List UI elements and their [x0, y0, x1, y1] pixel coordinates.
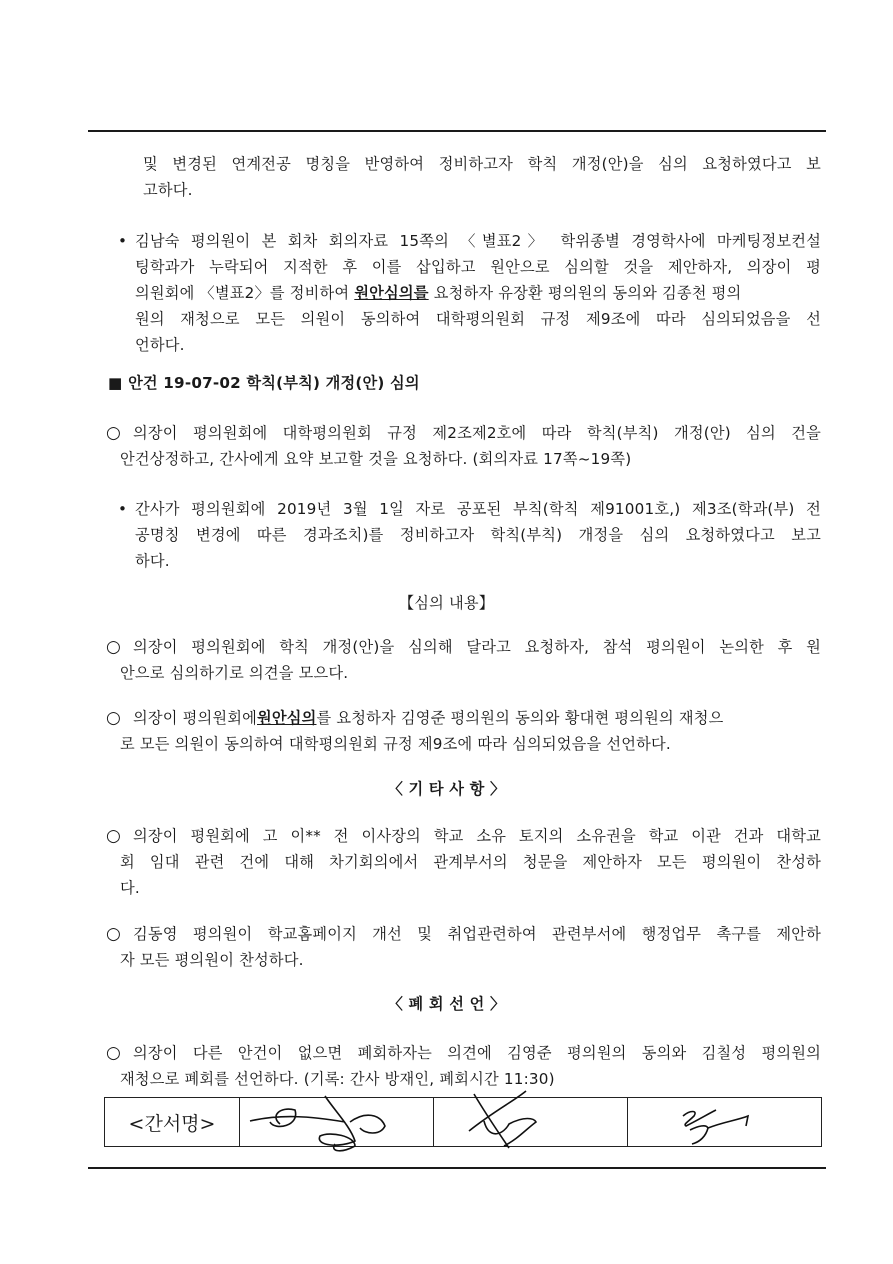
- bullet2-line-2: 공명칭 변경에 따른 경과조치)를 정비하고자 학칙(부칙) 개정을 심의 요청하였다고 보고: [135, 526, 821, 544]
- bullet-marker: •: [118, 232, 128, 250]
- underlined-original-review: 원안심의: [257, 709, 317, 727]
- underlined-original-review: 원안심의를: [354, 284, 429, 302]
- item6-line-1: 의장이 다른 안건이 없으면 폐회하자는 의견에 김영준 평의원의 동의와 김칠성 평의원의: [133, 1044, 821, 1062]
- bullet1-line-5: 언하다.: [135, 336, 185, 354]
- signature-cell-1: [240, 1098, 434, 1147]
- item4-line-1: 의장이 평원회에 고 이** 전 이사장의 학교 소유 토지의 소유권을 학교 이관 건과 대학교: [133, 827, 821, 845]
- circle-bullet-icon: ○: [106, 637, 122, 657]
- other-matters-heading: 〈 기 타 사 항 〉: [387, 780, 506, 798]
- bottom-rule: [88, 1167, 826, 1169]
- item4-line-3: 다.: [120, 879, 140, 897]
- circle-bullet-icon: ○: [106, 826, 122, 846]
- continuation-line-2: 고하다.: [143, 181, 193, 199]
- item5-line-1: 김동영 평의원이 학교홈페이지 개선 및 취업관련하여 관련부서에 행정업무 촉구를 제안하: [133, 925, 821, 943]
- square-bullet-icon: ■: [108, 374, 123, 392]
- item5-line-2: 자 모든 평의원이 찬성하다.: [120, 951, 304, 969]
- item2-line-1: 의장이 평의원회에 학칙 개정(안)을 심의해 달라고 요청하자, 참석 평의원이 논의한 후 원: [133, 638, 821, 656]
- item6-line-2: 재청으로 폐회를 선언하다. (기록: 간사 방재인, 폐회시간 11:30): [120, 1070, 555, 1088]
- bullet2-line-1: 간사가 평의원회에 2019년 3월 1일 자로 공포된 부칙(학칙 제91001호,) 제3조(학과(부) 전: [135, 500, 821, 518]
- item2-line-2: 안으로 심의하기로 의견을 모으다.: [120, 664, 349, 682]
- circle-bullet-icon: ○: [106, 708, 122, 728]
- agenda-title: 안건 19-07-02 학칙(부칙) 개정(안) 심의: [128, 374, 420, 392]
- closing-heading: 〈 폐 회 선 언 〉: [387, 995, 506, 1013]
- item3-line-1: [133, 708, 821, 728]
- top-rule: [88, 130, 826, 132]
- agenda-heading: [108, 373, 420, 393]
- signature-1-icon: [240, 1086, 433, 1156]
- deliberation-heading: 【심의 내용】: [398, 594, 495, 612]
- continuation-line-1: 및 변경된 연계전공 명칭을 반영하여 정비하고자 학칙 개정(안)을 심의 요청하였다고 보: [143, 155, 821, 173]
- circle-bullet-icon: ○: [106, 423, 122, 443]
- circle-bullet-icon: ○: [106, 1043, 122, 1063]
- item3-text: 를 요청하자 김영준 평의원의 동의와 황대현 평의원의 재청으: [316, 709, 724, 727]
- item4-line-2: 회 임대 관련 건에 대해 차기회의에서 관계부서의 청문을 제안하자 모든 평의원이 찬성하: [120, 853, 821, 871]
- bullet1-line-2: 팅학과가 누락되어 지적한 후 이를 삽입하고 원안으로 심의할 것을 제안하자, 의장이 평: [135, 258, 821, 276]
- signature-table: [104, 1097, 822, 1147]
- signature-2-icon: [434, 1086, 627, 1156]
- signature-3-icon: [628, 1086, 821, 1156]
- circle-bullet-icon: ○: [106, 924, 122, 944]
- item3-line-2: 로 모든 의원이 동의하여 대학평의원회 규정 제9조에 따라 심의되었음을 선언하다.: [120, 735, 671, 753]
- bullet1-text: 요청하자 유장환 평의원의 동의와 김종천 평의: [428, 284, 742, 302]
- bullet1-line-3: [135, 283, 821, 303]
- bullet1-line-4: 원의 재청으로 모든 의원이 동의하여 대학평의원회 규정 제9조에 따라 심의되었음을 선: [135, 310, 821, 328]
- item3-text: 의장이 평의원회에: [133, 709, 257, 727]
- item1-line-1: 의장이 평의원회에 대학평의원회 규정 제2조제2호에 따라 학칙(부칙) 개정(안) 심의 건을: [133, 424, 821, 442]
- bullet2-line-3: 하다.: [135, 552, 170, 570]
- signature-label: <간서명>: [105, 1098, 240, 1147]
- bullet1-line-1: 김남숙 평의원이 본 회차 회의자료 15쪽의 〈별표2〉 학위종별 경영학사에 마케팅정보컨설: [135, 232, 821, 250]
- bullet1-text: 의원회에 〈별표2〉를 정비하여: [135, 284, 355, 302]
- bullet-marker: •: [118, 500, 128, 518]
- signature-cell-3: [628, 1098, 822, 1147]
- signature-cell-2: [434, 1098, 628, 1147]
- item1-line-2: 안건상정하고, 간사에게 요약 보고할 것을 요청하다. (회의자료 17쪽~19쪽): [120, 450, 632, 468]
